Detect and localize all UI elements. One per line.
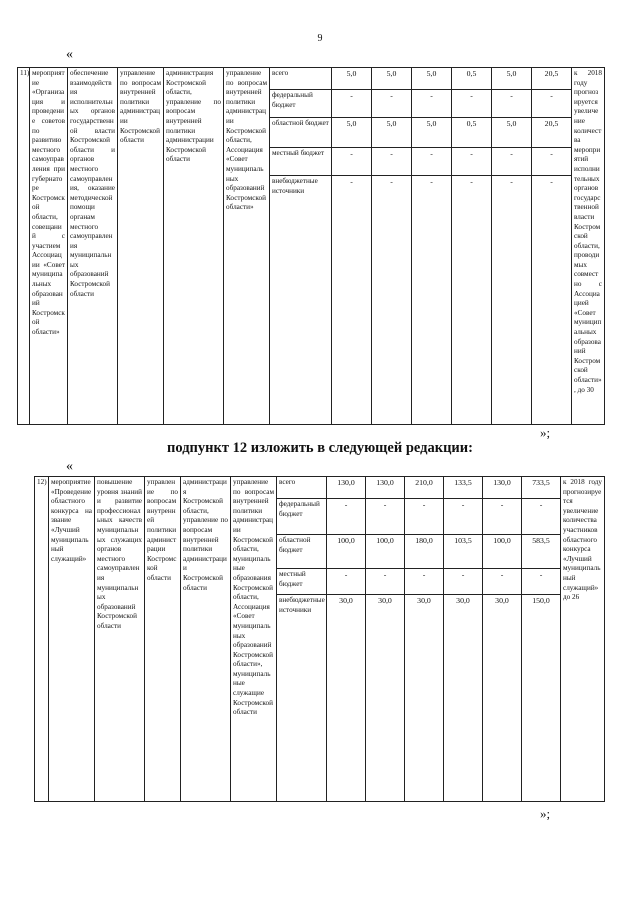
fin-value: 5,0 <box>332 118 372 148</box>
fin-value: - <box>412 148 452 176</box>
fin-value: 0,5 <box>452 68 492 90</box>
row-number: 12) <box>35 477 49 802</box>
fin-value: - <box>327 569 366 595</box>
fin-value: - <box>372 176 412 425</box>
fin-source: всего <box>277 477 327 499</box>
fin-value: - <box>532 148 572 176</box>
fin-value: 5,0 <box>492 118 532 148</box>
fin-value: - <box>327 499 366 535</box>
page-number: 9 <box>317 33 323 44</box>
close-quote: »; <box>540 425 551 440</box>
fin-value: 103,5 <box>444 535 483 569</box>
fin-value: 5,0 <box>332 68 372 90</box>
goal-cell: обеспечение взаимодействия исполнительных органов государственной власти Костромской области и органов местного самоуправления, оказание методической помощи органам местного самоуправления муниципальных образований Костромской области <box>68 68 118 425</box>
program-table-row-12 <box>34 476 605 802</box>
fin-value: 5,0 <box>412 68 452 90</box>
fin-value: 5,0 <box>372 68 412 90</box>
fin-value: 180,0 <box>405 535 444 569</box>
fin-value: 210,0 <box>405 477 444 499</box>
open-quote: « <box>66 47 73 62</box>
fin-value: 30,0 <box>444 595 483 802</box>
coexecutor-cell: управление по вопросам внутренней политики администрации Костромской области <box>118 68 164 425</box>
fin-value: 20,5 <box>532 68 572 90</box>
fin-value: - <box>412 90 452 118</box>
coexecutor-cell: управление по вопросам внутренней политики администрации Костромской области <box>145 477 181 802</box>
fin-value: - <box>412 176 452 425</box>
fin-value: 130,0 <box>366 477 405 499</box>
fin-source: областной бюджет <box>270 118 332 148</box>
fin-value: 100,0 <box>366 535 405 569</box>
fin-value: 30,0 <box>483 595 522 802</box>
responsible-cell: администрация Костромской области, управление по вопросам внутренней политики администрации Костромской области <box>164 68 224 425</box>
fin-value: 0,5 <box>452 118 492 148</box>
fin-value: - <box>405 499 444 535</box>
fin-value: - <box>522 499 561 535</box>
fin-source: федеральный бюджет <box>277 499 327 535</box>
fin-value: 130,0 <box>327 477 366 499</box>
fin-value: 130,0 <box>483 477 522 499</box>
fin-value: - <box>444 499 483 535</box>
fin-value: 20,5 <box>532 118 572 148</box>
fin-value: 5,0 <box>412 118 452 148</box>
fin-value: - <box>366 499 405 535</box>
fin-value: 30,0 <box>327 595 366 802</box>
goal-cell: повышение уровня знаний и развитие профессиональных качеств муниципальных служащих органов местного самоуправления муниципальных образований Костромской области <box>95 477 145 802</box>
fin-value: 733,5 <box>522 477 561 499</box>
fin-value: 5,0 <box>372 118 412 148</box>
fin-source: федеральный бюджет <box>270 90 332 118</box>
fin-value: - <box>332 176 372 425</box>
fin-value: 583,5 <box>522 535 561 569</box>
participants-cell: управление по вопросам внутренней политики администрации Костромской области, Ассоциация «Совет муниципальных образований Костромской области» <box>224 68 270 425</box>
fin-value: - <box>444 569 483 595</box>
responsible-cell: администрация Костромской области, управление по вопросам внутренней политики администрации Костромской области <box>181 477 231 802</box>
fin-value: - <box>372 90 412 118</box>
open-quote: « <box>66 459 73 474</box>
fin-value: - <box>452 148 492 176</box>
close-quote: »; <box>540 806 551 821</box>
fin-source: внебюджетные источники <box>277 595 327 802</box>
fin-value: - <box>332 148 372 176</box>
fin-value: 30,0 <box>366 595 405 802</box>
fin-value: - <box>452 176 492 425</box>
row-number: 11) <box>18 68 30 425</box>
fin-value: - <box>492 148 532 176</box>
fin-value: - <box>332 90 372 118</box>
fin-value: - <box>532 176 572 425</box>
fin-source: местный бюджет <box>270 148 332 176</box>
fin-source: всего <box>270 68 332 90</box>
fin-value: - <box>366 569 405 595</box>
fin-value: - <box>532 90 572 118</box>
fin-value: 150,0 <box>522 595 561 802</box>
result-cell: к 2018 году прогнозируется увеличение количества участников областного конкурса «Лучший муниципальный служащий» до 26 <box>561 477 605 802</box>
fin-value: - <box>483 569 522 595</box>
fin-value: - <box>492 176 532 425</box>
fin-source: областной бюджет <box>277 535 327 569</box>
fin-value: 100,0 <box>327 535 366 569</box>
fin-value: 30,0 <box>405 595 444 802</box>
result-cell: к 2018 году прогнозируется увеличение количества мероприятий исполнительных органов государственной власти Костромской области, проводимых совместно с Ассоциацией «Совет муниципальных образований Костромской области», до 30 <box>572 68 605 425</box>
program-table-row-11 <box>17 67 605 425</box>
fin-value: - <box>405 569 444 595</box>
fin-value: 5,0 <box>492 68 532 90</box>
fin-value: 100,0 <box>483 535 522 569</box>
fin-value: - <box>372 148 412 176</box>
fin-source: местный бюджет <box>277 569 327 595</box>
fin-source: внебюджетные источники <box>270 176 332 425</box>
event-cell: мероприятие «Организация и проведение советов по развитию местного самоуправления при губернаторе Костромской области, совещаний с участием Ассоциации «Совет муниципальных образований Костромской области» <box>30 68 68 425</box>
fin-value: - <box>522 569 561 595</box>
fin-value: - <box>483 499 522 535</box>
fin-value: 133,5 <box>444 477 483 499</box>
event-cell: мероприятие «Проведение областного конкурса на звание «Лучший муниципальный служащий» <box>49 477 95 802</box>
fin-value: - <box>492 90 532 118</box>
amendment-heading: подпункт 12 изложить в следующей редакции: <box>167 440 473 456</box>
fin-value: - <box>452 90 492 118</box>
participants-cell: управление по вопросам внутренней политики администрации Костромской области, муниципальные образования Костромской области, Ассоциация «Совет муниципальных образований Костромской области», муниципальные служащие Костромской области <box>231 477 277 802</box>
